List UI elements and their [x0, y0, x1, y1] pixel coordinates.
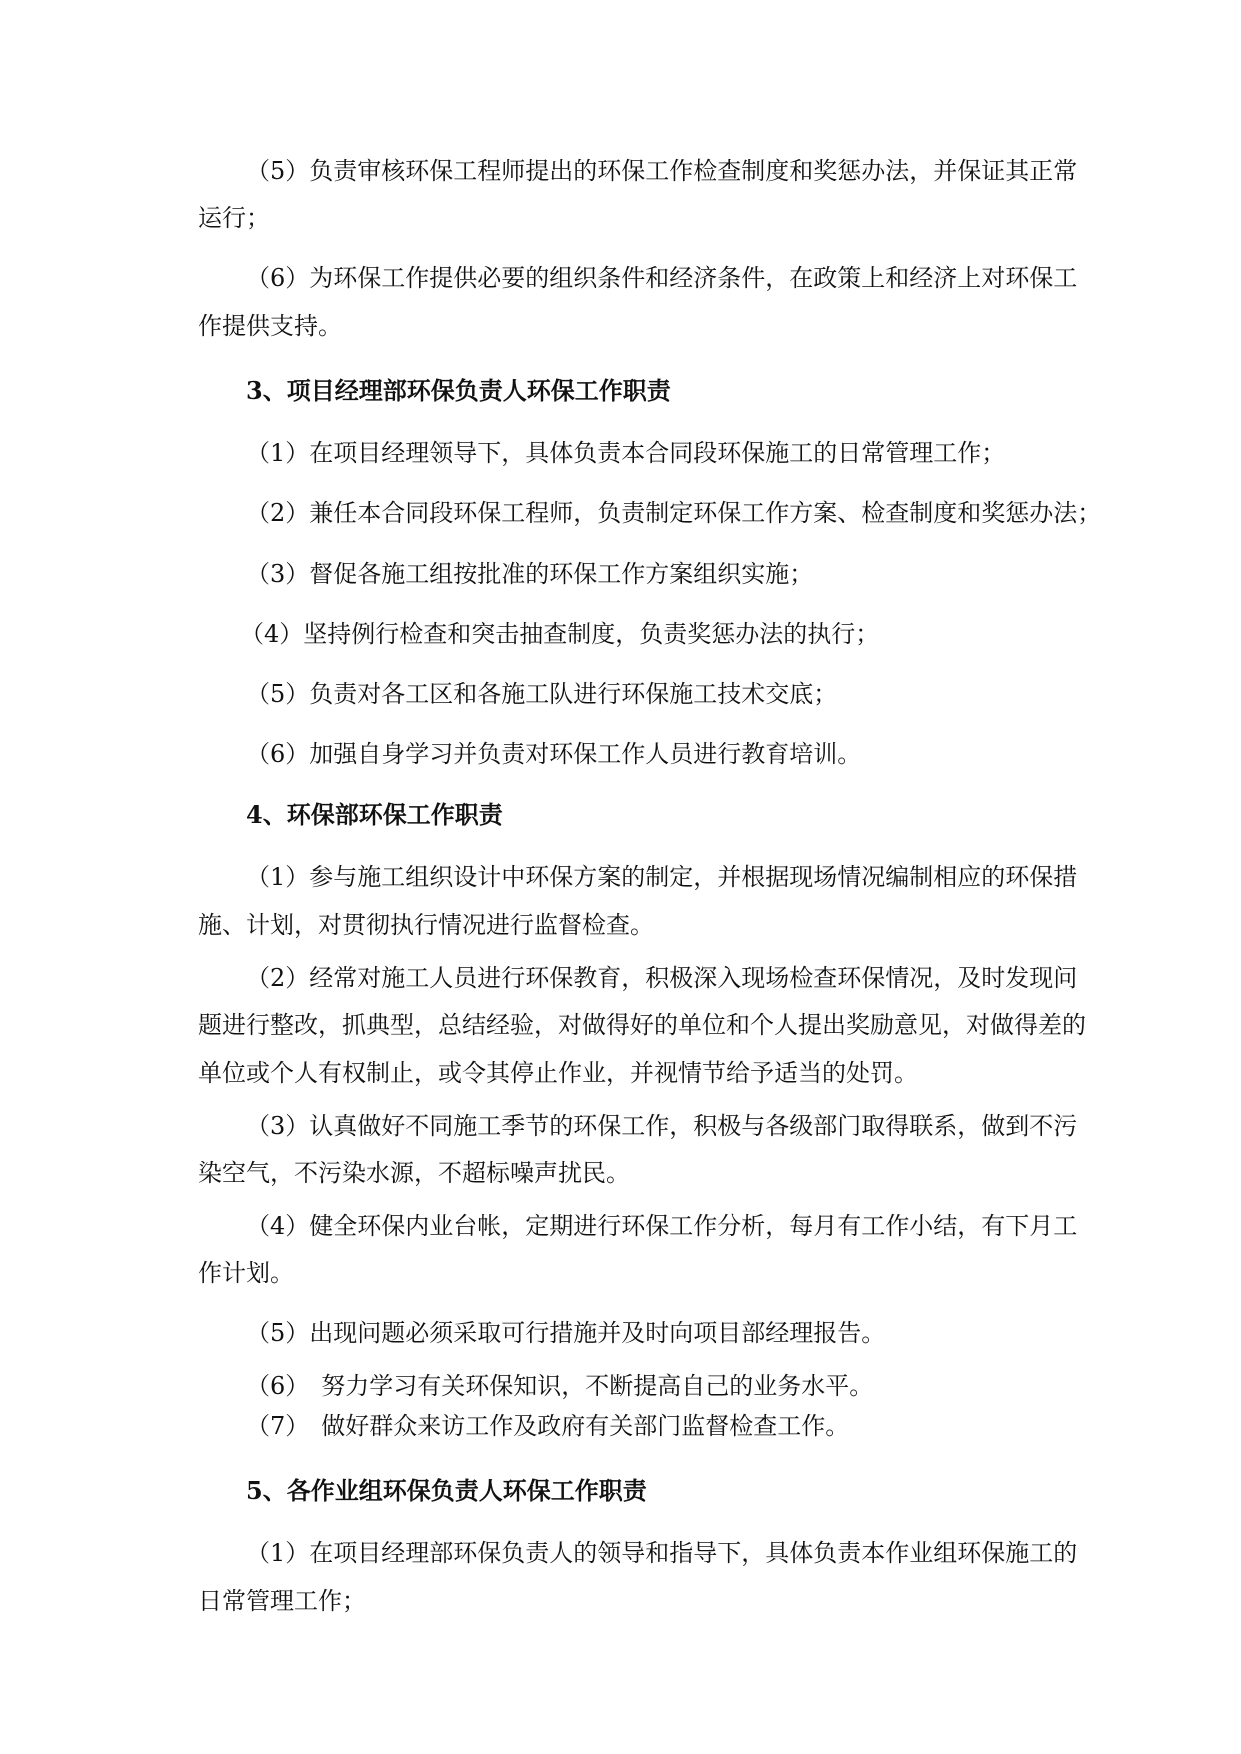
- paragraph-line: （5）负责审核环保工程师提出的环保工作检查制度和奖惩办法，并保证其正常: [246, 157, 1078, 185]
- list-item: （3）督促各施工组按批准的环保工作方案组织实施；: [246, 560, 814, 588]
- paragraph-line: （1）在项目经理部环保负责人的领导和指导下，具体负责本作业组环保施工的: [246, 1539, 1078, 1567]
- paragraph-line: （6）为环保工作提供必要的组织条件和经济条件，在政策上和经济上对环保工: [246, 264, 1078, 292]
- section-heading: 4、环保部环保工作职责: [246, 800, 503, 829]
- list-item: （1）在项目经理领导下，具体负责本合同段环保施工的日常管理工作；: [246, 439, 1006, 467]
- paragraph-line: （3）认真做好不同施工季节的环保工作，积极与各级部门取得联系，做到不污: [246, 1112, 1078, 1140]
- list-item: （5）负责对各工区和各施工队进行环保施工技术交底；: [246, 680, 838, 708]
- paragraph-line: 日常管理工作；: [198, 1587, 366, 1615]
- paragraph-line: （2）经常对施工人员进行环保教育，积极深入现场检查环保情况，及时发现问: [246, 964, 1078, 992]
- section-heading: 3、项目经理部环保负责人环保工作职责: [246, 376, 671, 405]
- paragraph-line: 施、计划，对贯彻执行情况进行监督检查。: [198, 911, 654, 939]
- paragraph-line: 染空气，不污染水源，不超标噪声扰民。: [198, 1159, 630, 1187]
- list-item: （2）兼任本合同段环保工程师，负责制定环保工作方案、检查制度和奖惩办法；: [246, 499, 1102, 527]
- list-item: （6）加强自身学习并负责对环保工作人员进行教育培训。: [246, 740, 862, 768]
- paragraph-line: （1）参与施工组织设计中环保方案的制定，并根据现场情况编制相应的环保措: [246, 863, 1078, 891]
- paragraph-line: 单位或个人有权制止，或令其停止作业，并视情节给予适当的处罚。: [198, 1059, 918, 1087]
- section-heading: 5、各作业组环保负责人环保工作职责: [246, 1476, 647, 1505]
- paragraph-line: （6） 努力学习有关环保知识，不断提高自己的业务水平。: [246, 1372, 874, 1400]
- list-item: （4）坚持例行检查和突击抽查制度，负责奖惩办法的执行；: [240, 620, 880, 648]
- paragraph-line: 作提供支持。: [198, 312, 342, 340]
- paragraph-line: 运行；: [198, 204, 270, 232]
- paragraph-line: 题进行整改，抓典型，总结经验，对做得好的单位和个人提出奖励意见，对做得差的: [198, 1011, 1086, 1039]
- paragraph-line: （5）出现问题必须采取可行措施并及时向项目部经理报告。: [246, 1319, 886, 1347]
- paragraph-line: （7） 做好群众来访工作及政府有关部门监督检查工作。: [246, 1412, 850, 1440]
- paragraph-line: （4）健全环保内业台帐，定期进行环保工作分析，每月有工作小结，有下月工: [246, 1212, 1078, 1240]
- paragraph-line: 作计划。: [198, 1259, 294, 1287]
